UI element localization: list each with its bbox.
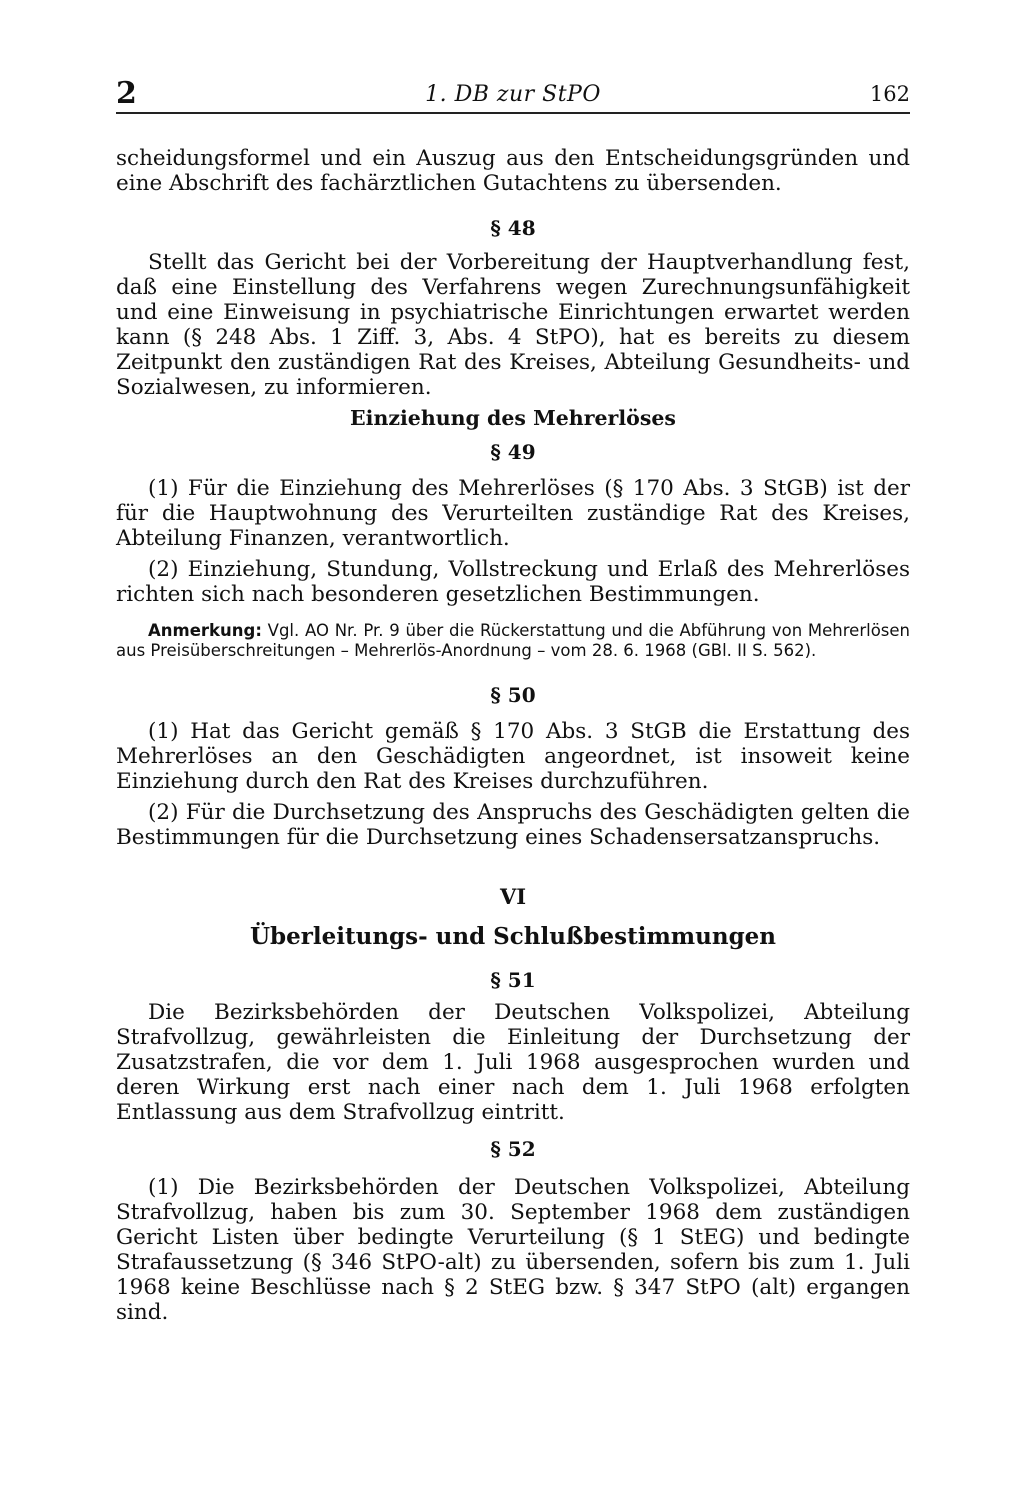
section-50-sign: § 50 (490, 683, 536, 707)
running-title: 1. DB zur StPO (425, 82, 601, 107)
section-52-text: (1) Die Bezirksbehörden der Deutschen Volkspolizei, Abteilung Strafvollzug, haben bis zum 30. September 1968 dem zuständigen Gericht Listen über bedingte Verurteilung (§ 1 StEG) und bedingte Strafaussetzung (§ 346 StPO-alt) zu übersenden, sofern bis zum 1. Juli 1968 keine Beschlüsse nach § 2 StEG bzw. § 347 StPO (alt) ergangen sind. (116, 1175, 910, 1325)
annotation-note (116, 621, 910, 661)
section-51-sign: § 51 (490, 968, 536, 992)
section-49-sign: § 49 (490, 440, 536, 464)
page-header (116, 72, 910, 114)
continuation-paragraph: scheidungsformel und ein Auszug aus den Entscheidungsgründen und eine Abschrift des fachärztlichen Gutachtens zu übersenden. (116, 146, 910, 196)
part-title: Überleitungs- und Schlußbestimmungen (249, 923, 777, 950)
heading-einziehung: Einziehung des Mehrerlöses (350, 406, 676, 430)
annotation-label: Anmerkung: (148, 621, 262, 640)
page-body (116, 146, 910, 1331)
section-50-paragraph-2: (2) Für die Durchsetzung des Anspruchs des Geschädigten gelten die Bestimmungen für die Durchsetzung eines Schadensersatzanspruchs. (116, 800, 910, 850)
section-51-text: Die Bezirksbehörden der Deutschen Volkspolizei, Abteilung Strafvollzug, gewährleisten die Einleitung der Durchsetzung der Zusatzstrafen, die vor dem 1. Juli 1968 ausgesprochen wurden und deren Wirkung erst nach einer nach dem 1. Juli 1968 erfolgten Entlassung aus dem Strafvollzug eintritt. (116, 1000, 910, 1125)
section-49-paragraph-1: (1) Für die Einziehung des Mehrerlöses (§ 170 Abs. 3 StGB) ist der für die Hauptwohnung des Verurteilten zuständige Rat des Kreises, Abteilung Finanzen, verantwortlich. (116, 476, 910, 551)
part-number: VI (499, 884, 527, 909)
chapter-number: 2 (116, 76, 137, 111)
section-52-sign: § 52 (490, 1137, 536, 1161)
section-49-paragraph-2: (2) Einziehung, Stundung, Vollstreckung und Erlaß des Mehrerlöses richten sich nach besonderen gesetzlichen Bestimmungen. (116, 557, 910, 607)
section-48-sign: § 48 (490, 216, 536, 240)
annotation-text: Vgl. AO Nr. Pr. 9 über die Rückerstattung und die Abführung von Mehrerlösen aus Preisüberschreitungen – Mehrerlös-Anordnung – vom 28. 6. 1968 (GBl. II S. 562). (116, 621, 911, 660)
section-50-paragraph-1: (1) Hat das Gericht gemäß § 170 Abs. 3 StGB die Erstattung des Mehrerlöses an den Geschädigten angeordnet, ist insoweit keine Einziehung durch den Rat des Kreises durchzuführen. (116, 719, 910, 794)
section-48-text: Stellt das Gericht bei der Vorbereitung der Hauptverhandlung fest, daß eine Einstellung des Verfahrens wegen Zurechnungsunfähigkeit und eine Einweisung in psychiatrische Einrichtungen erwartet werden kann (§ 248 Abs. 1 Ziff. 3, Abs. 4 StPO), hat es bereits zu diesem Zeitpunkt den zuständigen Rat des Kreises, Abteilung Gesundheits- und Sozialwesen, zu informieren. (116, 250, 910, 400)
page-number: 162 (869, 82, 910, 106)
